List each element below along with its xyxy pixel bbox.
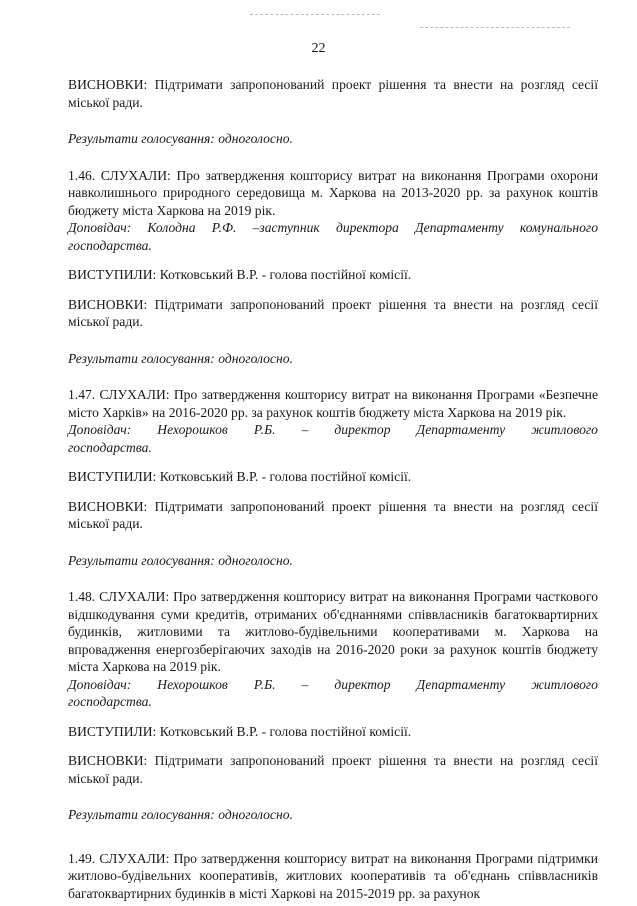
speaker-item-1-46: Доповідач: Колодна Р.Ф. –заступник директора Департаменту комунального господарства. <box>68 220 598 253</box>
speaker-department: Департаменту <box>416 422 506 437</box>
heard-item-1-47: 1.47. СЛУХАЛИ: Про затвердження кошторису витрат на виконання Програми «Безпечне місто Харків» на 2016-2020 рр. за рахунок коштів бюджету міста Харкова на 2019 рік. <box>68 387 598 420</box>
scan-artifact <box>420 27 570 28</box>
speaker-name: Нехорошков <box>157 422 228 437</box>
speaker-role: директор <box>334 422 391 437</box>
speaker-department-type: житлового <box>531 676 598 692</box>
speaker-department: Департаменту <box>416 676 506 692</box>
speaker-item-1-47 <box>68 421 598 439</box>
speaker-role: директор <box>334 676 391 692</box>
conclusion-item-1-46: ВИСНОВКИ: Підтримати запропонований проект рішення та внести на розгляд сесії міської ради. <box>68 296 598 329</box>
spoke-item-1-48: ВИСТУПИЛИ: Котковський В.Р. - голова постійної комісії. <box>68 723 412 739</box>
heard-item-1-49: 1.49. СЛУХАЛИ: Про затвердження кошторису витрат на виконання Програми підтримки житлово-будівельних кооперативів, житлових кооперативів та об'єднань співвласників багатоквартирних будинків в місті Харкові на 2015-2019 рр. за рахунок <box>68 850 598 901</box>
speaker-tail-item-1-48: господарства. <box>68 694 152 709</box>
speaker-item-1-48 <box>68 676 598 694</box>
heard-item-1-46: 1.46. СЛУХАЛИ: Про затвердження кошторису витрат на виконання Програми охорони навколишнього природного середовища м. Харкова на 2013-2020 рр. за рахунок коштів бюджету міста Харкова на 2019 рік. <box>68 167 598 218</box>
vote-result-item-1-48: Результати голосування: одноголосно. <box>68 807 293 822</box>
speaker-dash: – <box>301 676 309 692</box>
speaker-tail-item-1-47: господарства. <box>68 439 152 455</box>
vote-result-item-1-47: Результати голосування: одноголосно. <box>68 552 293 568</box>
spoke-item-1-46: ВИСТУПИЛИ: Котковський В.Р. - голова постійної комісії. <box>68 267 412 282</box>
speaker-name: Нехорошков <box>157 676 228 692</box>
conclusion-text: ВИСНОВКИ: Підтримати запропонований проект рішення та внести на розгляд сесії міської ради. <box>68 77 598 110</box>
scan-artifact <box>250 14 380 15</box>
speaker-dash: – <box>301 422 309 437</box>
speaker-label: Доповідач: <box>68 422 132 437</box>
conclusion-item-1-48: ВИСНОВКИ: Підтримати запропонований проект рішення та внести на розгляд сесії міської ради. <box>68 753 598 786</box>
conclusion-item-1-47: ВИСНОВКИ: Підтримати запропонований проект рішення та внести на розгляд сесії міської ради. <box>68 498 598 531</box>
heard-item-1-48: 1.48. СЛУХАЛИ: Про затвердження кошторису витрат на виконання Програми часткового відшкодування суми кредитів, отриманих об'єднаннями співвласників багатоквартирних будинків, житловими та житлово-будівельними кооперативами м. Харкова на впровадження енергозберігаючих заходів на 2016-2020 роки за рахунок коштів бюджету міста Харкова на 2019 рік. <box>68 589 598 674</box>
page-number: 22 <box>311 41 326 56</box>
speaker-department-type: житлового <box>531 422 598 437</box>
vote-result: Результати голосування: одноголосно. <box>68 131 293 146</box>
spoke-item-1-47: ВИСТУПИЛИ: Котковський В.Р. - голова постійної комісії. <box>68 469 412 484</box>
speaker-initials: Р.Б. <box>253 422 276 437</box>
document-body <box>68 76 598 902</box>
speaker-initials: Р.Б. <box>253 676 276 692</box>
vote-result-item-1-46: Результати голосування: одноголосно. <box>68 350 293 366</box>
speaker-label: Доповідач: <box>68 676 132 692</box>
